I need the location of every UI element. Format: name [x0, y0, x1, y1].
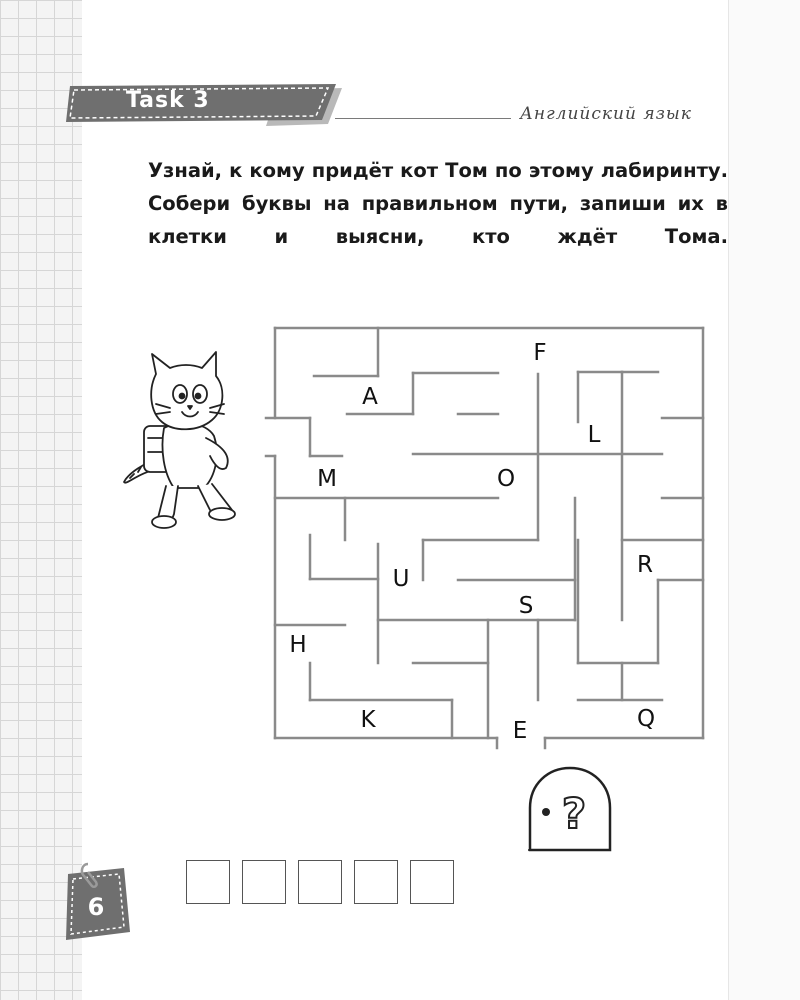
maze-letter-u: U — [392, 566, 410, 592]
question-mark-icon: ? — [561, 789, 587, 838]
answer-box-3[interactable] — [298, 860, 342, 904]
maze-letter-s: S — [518, 593, 534, 619]
subject-title: Английский язык — [520, 104, 692, 124]
maze-letter-f: F — [533, 340, 547, 366]
maze-letter-r: R — [637, 552, 653, 578]
answer-box-4[interactable] — [354, 860, 398, 904]
answer-box-5[interactable] — [410, 860, 454, 904]
maze-letter-e: E — [512, 718, 528, 744]
maze-letter-l: L — [587, 422, 601, 448]
task-label: Task 3 — [126, 88, 210, 113]
door-knob — [542, 808, 550, 816]
answer-box-2[interactable] — [242, 860, 286, 904]
maze-letter-q: Q — [636, 706, 656, 732]
maze-letter-o: O — [496, 466, 516, 492]
maze-letter-m: M — [317, 466, 337, 492]
page-number: 6 — [87, 893, 105, 921]
task-instruction: Узнай, к кому придёт кот Том по этому лабиринту. Собери буквы на правильном пути, запиши их в клетки и выясни, кто ждёт Тома. — [148, 159, 728, 248]
maze-letter-h: H — [289, 632, 307, 658]
maze-letter-k: K — [360, 707, 376, 733]
answer-box-1[interactable] — [186, 860, 230, 904]
mystery-door — [524, 764, 616, 856]
maze-letter-a: A — [362, 384, 378, 410]
cat-tom-illustration — [118, 346, 248, 536]
